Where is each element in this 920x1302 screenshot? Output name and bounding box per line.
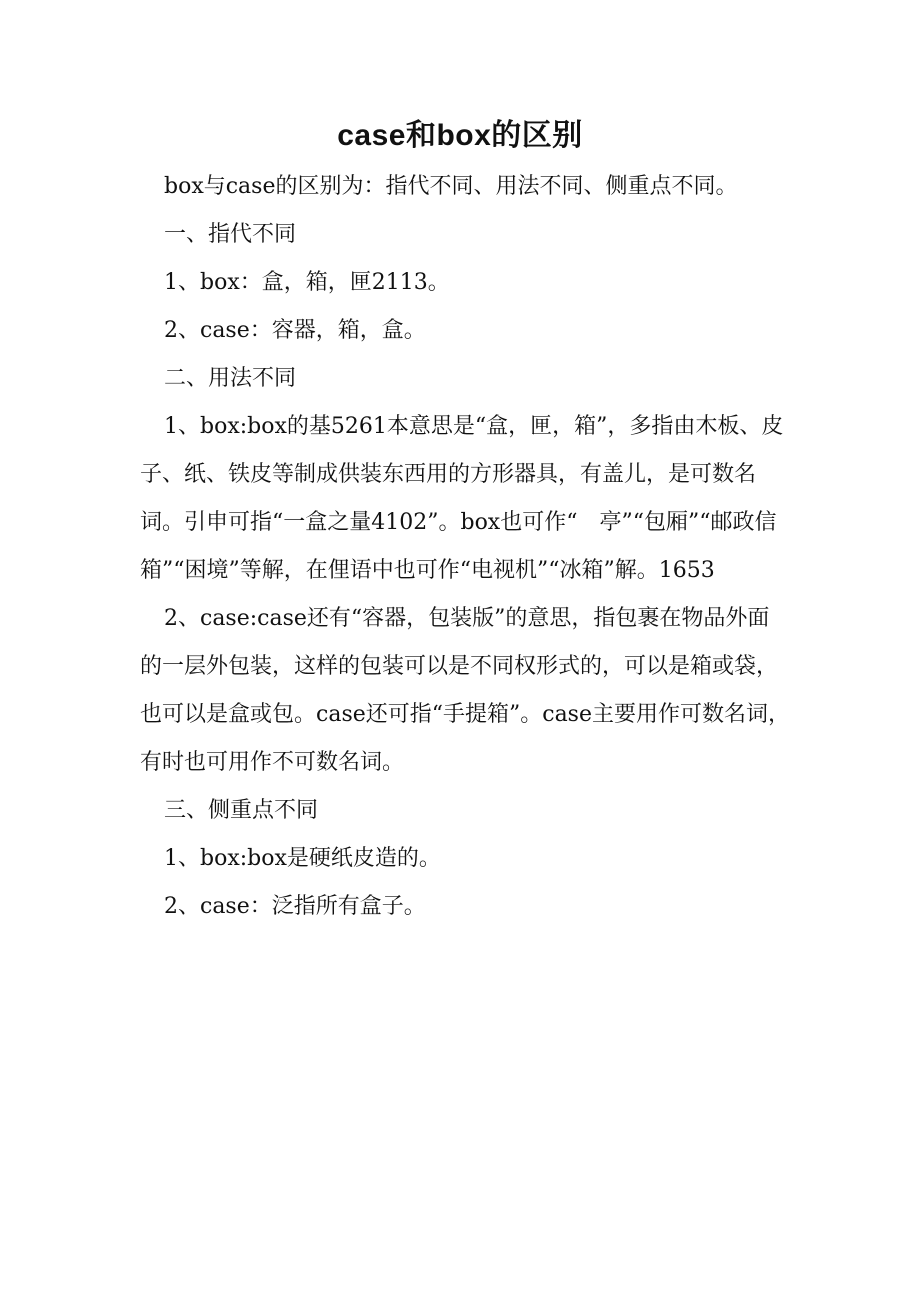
document-title: case和box的区别 <box>337 119 583 152</box>
list-item: 1、box:box是硬纸皮造的。 <box>164 846 441 871</box>
document-body <box>140 163 790 931</box>
list-item: 1、box：盒，箱，匣2113。 <box>164 270 450 295</box>
list-item: 1、box:box的基5261本意思是“盒，匣，箱”，多指由木板、皮子、纸、铁皮等制成供装东西用的方形器具，有盖儿，是可数名词。引申可指“一盒之量4102”。box也可作“ 亭”“包厢”“邮政信箱”“困境”等解，在俚语中也可作“电视机”“冰箱”解。1653 <box>140 414 784 583</box>
section-heading-3: 三、侧重点不同 <box>164 798 319 823</box>
intro-paragraph: box与case的区别为：指代不同、用法不同、侧重点不同。 <box>164 174 738 199</box>
section-heading-1: 一、指代不同 <box>164 222 297 247</box>
section-heading-2: 二、用法不同 <box>164 366 297 391</box>
list-item: 2、case：泛指所有盒子。 <box>164 894 426 919</box>
list-item: 2、case：容器，箱，盒。 <box>164 318 426 343</box>
list-item: 2、case:case还有“容器，包装版”的意思，指包裹在物品外面的一层外包装，这样的包装可以是不同权形式的，可以是箱或袋，也可以是盒或包。case还可指“手提箱”。case主要用作可数名词，有时也可用作不可数名词。 <box>140 606 790 775</box>
